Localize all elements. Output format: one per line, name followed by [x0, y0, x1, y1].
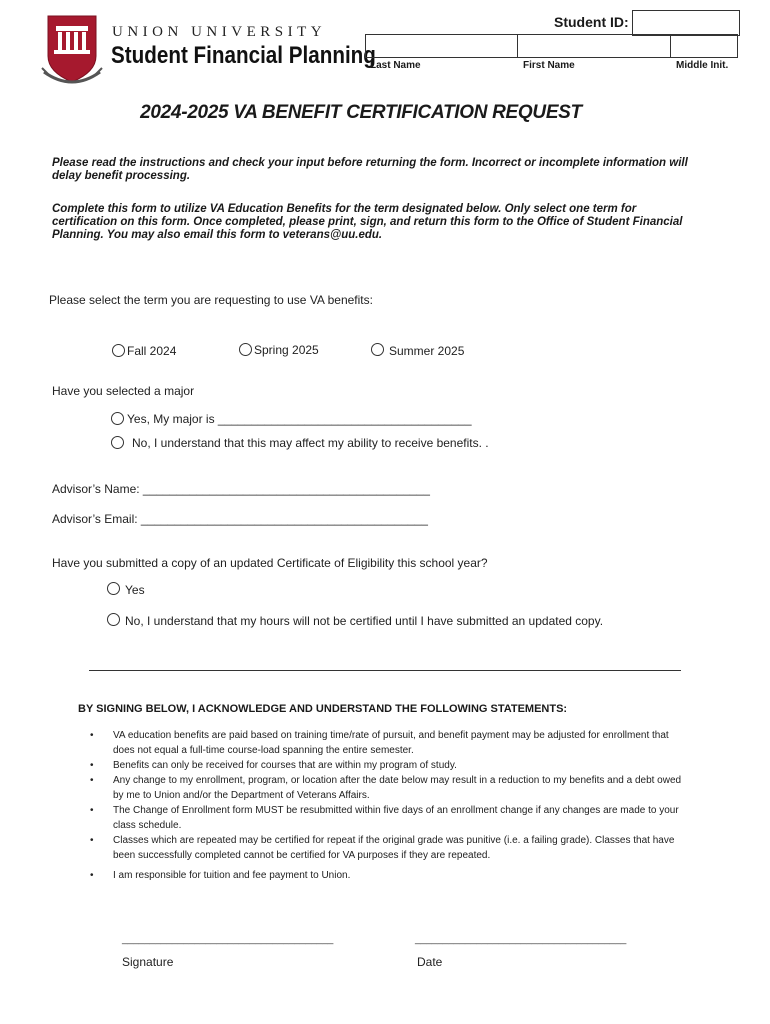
signature-line[interactable]: ______________________________________ — [122, 934, 334, 945]
section-divider — [89, 670, 681, 671]
radio-coe-no[interactable] — [107, 613, 120, 626]
name-divider — [517, 34, 518, 58]
first-name-label: First Name — [523, 60, 575, 71]
term-option-label: Spring 2025 — [254, 343, 319, 357]
date-line[interactable]: ______________________________________ — [415, 934, 627, 945]
university-name: UNION UNIVERSITY — [112, 24, 327, 40]
term-option-label: Summer 2025 — [389, 344, 465, 358]
list-item: • Benefits can only be received for courses that are within my program of study. — [90, 760, 457, 771]
name-divider — [670, 34, 671, 58]
student-id-label: Student ID: — [554, 14, 629, 30]
coe-yes-label: Yes — [125, 583, 145, 597]
department-name: Student Financial Planning — [111, 42, 376, 69]
radio-summer-2025[interactable] — [371, 343, 384, 356]
major-yes-label: Yes, My major is ______________________________________ — [127, 412, 472, 426]
radio-spring-2025[interactable] — [239, 343, 252, 356]
form-title: 2024-2025 VA BENEFIT CERTIFICATION REQUEST — [140, 102, 582, 123]
student-id-field[interactable] — [632, 10, 740, 36]
list-item: • Classes which are repeated may be certified for repeat if the original grade was punitive (i.e. a failing grade). Classes that have been successfully completed cannot be certified for VA purposes if they are repeated. — [90, 835, 675, 861]
radio-fall-2024[interactable] — [112, 344, 125, 357]
major-question: Have you selected a major — [52, 384, 195, 398]
coe-no-label: No, I understand that my hours will not be certified until I have submitted an updated copy. — [125, 614, 604, 628]
acknowledge-list — [90, 728, 690, 883]
term-question: Please select the term you are requesting to use VA benefits: — [49, 293, 373, 307]
date-label: Date — [417, 955, 443, 969]
acknowledge-heading: BY SIGNING BELOW, I ACKNOWLEDGE AND UNDERSTAND THE FOLLOWING STATEMENTS: — [78, 703, 568, 715]
list-item: • The Change of Enrollment form MUST be resubmitted within five days of an enrollment change if any changes are made to your class schedule. — [90, 805, 679, 831]
list-item: • I am responsible for tuition and fee payment to Union. — [90, 870, 351, 881]
university-seal-logo — [40, 12, 104, 92]
term-option-label: Fall 2024 — [127, 344, 177, 358]
last-name-label: Last Name — [370, 60, 421, 71]
radio-major-yes[interactable] — [111, 412, 124, 425]
signature-label: Signature — [122, 955, 174, 969]
radio-major-no[interactable] — [111, 436, 124, 449]
name-fields-box[interactable] — [365, 34, 738, 58]
list-item: • VA education benefits are paid based on training time/rate of pursuit, and benefit payment may be adjusted for enrollment that does not equal a full-time course-load spanning the entire semester. — [90, 730, 669, 756]
major-no-label: No, I understand that this may affect my ability to receive benefits. . — [132, 436, 489, 450]
instruction-paragraph: Complete this form to utilize VA Education Benefits for the term designated below. Only select one term for certification on this form. Once completed, please print, sign, and return this form to the Office of Student Financial Planning. You may also email this form to veterans@uu.edu. — [52, 203, 683, 241]
instruction-paragraph: Please read the instructions and check your input before returning the form. Incorrect or incomplete information will delay benefit processing. — [52, 157, 688, 182]
advisor-name-field[interactable]: Advisor’s Name: ___________________________________________ — [52, 482, 430, 496]
middle-init-label: Middle Init. — [676, 60, 729, 71]
list-item: • Any change to my enrollment, program, or location after the date below may result in a reduction to my benefits and a debt owed by me to Union and/or the Department of Veterans Affairs. — [90, 775, 682, 801]
radio-coe-yes[interactable] — [107, 582, 120, 595]
coe-question: Have you submitted a copy of an updated Certificate of Eligibility this school year? — [52, 556, 488, 570]
advisor-email-field[interactable]: Advisor’s Email: ___________________________________________ — [52, 512, 428, 526]
